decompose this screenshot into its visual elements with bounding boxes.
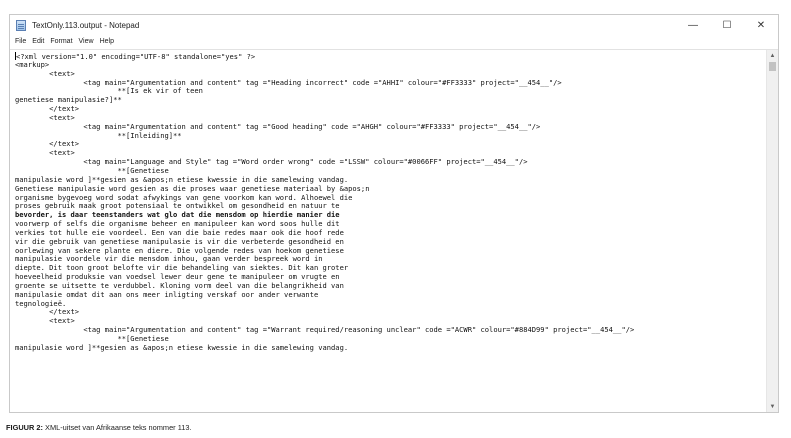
text-line: manipulasie voordele vir die mensdom inhou, gaan verder bespreek word in — [15, 254, 323, 264]
text-line: hoeveelheid produksie van voedsel lewer deur gene te manipuleer om vrugte en — [15, 272, 340, 282]
text-line: manipulasie omdat dit aan ons meer inligting verskaf oor ander verwante — [15, 289, 319, 299]
text-line: groente se uitsette te verdubbel. Kloning vorm deel van die belangrikheid van — [15, 280, 344, 290]
menu-bar — [10, 35, 778, 48]
window-controls — [676, 15, 778, 35]
text-line: </text> — [15, 307, 80, 317]
text-line: oorlewing van sekere plante en diere. Die volgende redes van hoekom genetiese — [15, 245, 344, 255]
notepad-window — [9, 14, 779, 413]
vertical-scrollbar[interactable] — [766, 50, 778, 412]
text-line: **[Is ek vir of teen — [15, 86, 203, 96]
caption-text: XML-uitset van Afrikaanse teks nommer 113. — [42, 423, 192, 432]
scroll-up-icon[interactable]: ▲ — [769, 52, 776, 59]
menu-view[interactable]: View — [78, 38, 94, 45]
menu-format[interactable]: Format — [50, 38, 73, 45]
menu-help[interactable]: Help — [99, 38, 114, 45]
notepad-icon — [16, 20, 26, 31]
text-line: verkies tot hulle eie voordeel. Een van die baie redes maar ook die hoof rede — [15, 227, 344, 237]
editor-area — [10, 49, 778, 412]
text-line: <?xml version="1.0" encoding="UTF-8" standalone="yes" ?> — [16, 52, 256, 61]
title-bar — [10, 15, 778, 35]
text-line: organisme bygevoeg word sodat afwykings van gene voorkom kan word. Alhoewel die — [15, 192, 353, 202]
text-line: manipulasie word ]**gesien as &apos;n etiese kwessie in die samelewing vandag. — [15, 342, 349, 352]
text-line: **[Inleiding]** — [15, 130, 182, 140]
text-line: **[Genetiese — [15, 165, 169, 175]
text-line: **[Genetiese — [15, 334, 169, 343]
window-title: TextOnly.113.output - Notepad — [32, 20, 140, 30]
text-line: <tag main="Argumentation and content" tag ="Warrant required/reasoning unclear" code ="ACWR" colour="#884D99" project="__454__"/> — [15, 325, 635, 335]
menu-edit[interactable]: Edit — [32, 38, 45, 45]
text-line: tegnologieë. — [15, 298, 67, 308]
caption-label: FIGUUR 2: — [6, 423, 43, 432]
text-line: bevorder, is daar teenstanders wat glo dat die mensdom op hierdie manier die — [15, 210, 340, 220]
text-line: proses gebruik maak groot potensiaal te ontwikkel om gesondheid en natuur te — [15, 201, 340, 211]
text-line: <text> — [15, 316, 75, 326]
text-line: <markup> — [15, 59, 50, 69]
menu-file[interactable]: File — [15, 38, 27, 45]
text-line: <tag main="Language and Style" tag ="Word order wrong" code ="LSSW" colour="#0066FF" project="__454__"/> — [15, 157, 528, 167]
text-line: vir die gebruik van genetiese manipulasie is vir die verbeterde gesondheid en — [15, 236, 344, 246]
text-line: </text> — [15, 104, 80, 114]
text-line: manipulasie word ]**gesien as &apos;n etiese kwessie in die samelewing vandag. — [15, 174, 349, 184]
scroll-down-icon[interactable]: ▼ — [769, 403, 776, 410]
text-line: Genetiese manipulasie word gesien as die proses waar genetiese materiaal by &apos;n — [15, 183, 370, 193]
maximize-button[interactable]: ☐ — [722, 19, 732, 31]
text-line: <text> — [15, 68, 75, 78]
scroll-thumb[interactable] — [769, 62, 776, 71]
text-line: <text> — [15, 148, 75, 158]
text-line: <text> — [15, 112, 75, 122]
text-line: <tag main="Argumentation and content" tag ="Heading incorrect" code ="AHHI" colour="#FF3333" project="__454__"/> — [15, 77, 562, 87]
text-line: <tag main="Argumentation and content" tag ="Good heading" code ="AHGH" colour="#FF3333" project="__454__"/> — [15, 121, 541, 131]
minimize-button[interactable]: — — [688, 19, 698, 31]
text-line: genetiese manipulasie?]** — [15, 95, 122, 105]
text-line: diepte. Dit toon groot belofte vir die behandeling van siektes. Dit kan groter — [15, 263, 349, 273]
figure-caption — [6, 423, 192, 432]
text-cursor — [15, 52, 16, 60]
text-line: voorwerp of selfs die organisme beheer en manipuleer kan word soos hulle dit — [15, 219, 340, 229]
text-line: </text> — [15, 139, 80, 149]
close-button[interactable]: ✕ — [756, 19, 766, 31]
text-editor[interactable] — [10, 50, 766, 412]
